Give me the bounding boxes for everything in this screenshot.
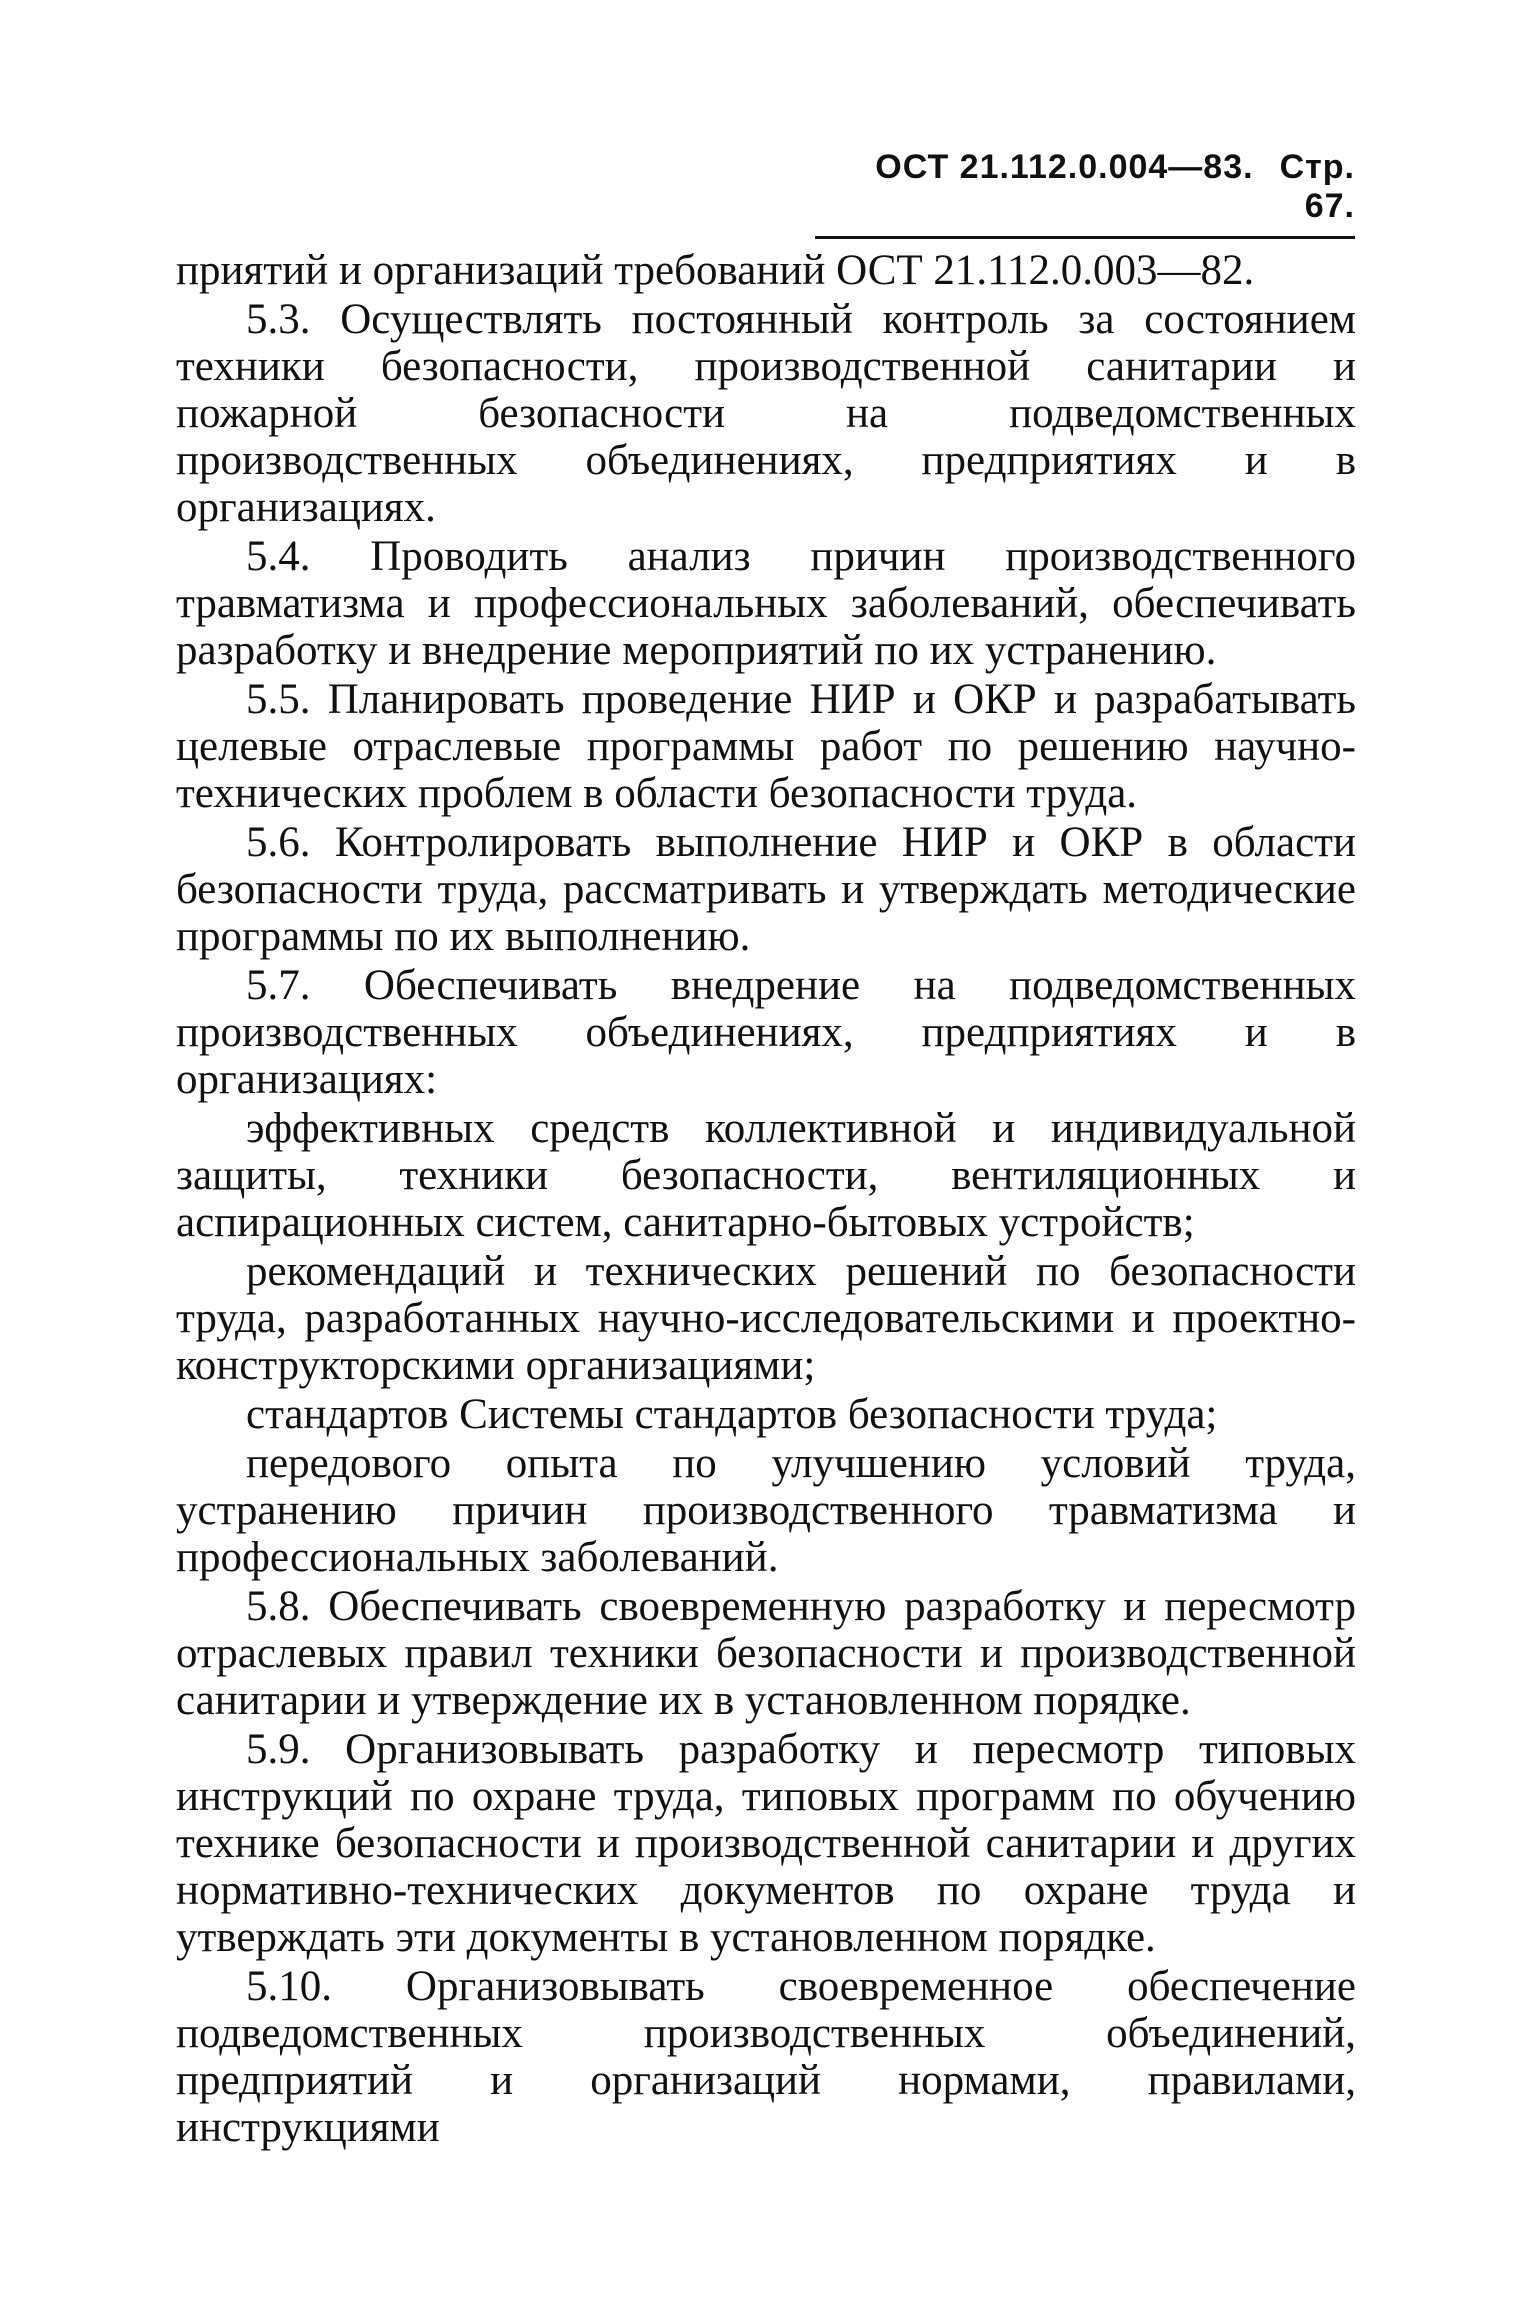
document-body xyxy=(176,247,1356,2153)
page-header xyxy=(815,148,1355,239)
paragraph-continuation: приятий и организаций требований ОСТ 21.112.0.003—82. xyxy=(176,247,1255,294)
paragraph-5-6: 5.6. Контролировать выполнение НИР и ОКР в области безопасности труда, рассматривать и утверждать методические программы по их выполнению. xyxy=(176,819,1356,960)
paragraph-5-9: 5.9. Организовывать разработку и пересмотр типовых инструкций по охране труда, типовых программ по обучению технике безопасности и производственной санитарии и других нормативно-технических документов по охране труда и утверждать эти документы в установленном порядке. xyxy=(176,1726,1356,1961)
paragraph-5-5: 5.5. Планировать проведение НИР и ОКР и разрабатывать целевые отраслевые программы работ по решению научно-технических проблем в области безопасности труда. xyxy=(176,676,1356,817)
list-item-experience: передового опыта по улучшению условий труда, устранению причин производственного травматизма и профессиональных заболеваний. xyxy=(176,1440,1356,1581)
paragraph-5-8: 5.8. Обеспечивать своевременную разработку и пересмотр отраслевых правил техники безопасности и производственной санитарии и утверждение их в установленном порядке. xyxy=(176,1583,1356,1724)
page-number: Стр. 67. xyxy=(1279,148,1355,225)
list-item-standards: стандартов Системы стандартов безопасности труда; xyxy=(246,1391,1218,1438)
paragraph-5-10: 5.10. Организовывать своевременное обеспечение подведомственных производственных объединений, предприятий и организаций нормами, правилами, инструкциями xyxy=(176,1963,1356,2151)
paragraph-5-7: 5.7. Обеспечивать внедрение на подведомственных производственных объединениях, предприятиях и в организациях: xyxy=(176,962,1356,1103)
standard-number: ОСТ 21.112.0.004—83. xyxy=(875,148,1254,186)
list-item-recommendations: рекомендаций и технических решений по безопасности труда, разработанных научно-исследовательскими и проектно-конструкторскими организациями; xyxy=(176,1248,1356,1389)
paragraph-5-3: 5.3. Осуществлять постоянный контроль за состоянием техники безопасности, производственной санитарии и пожарной безопасности на подведомственных производственных объединениях, предприятиях и в организациях. xyxy=(176,296,1356,531)
paragraph-5-4: 5.4. Проводить анализ причин производственного травматизма и профессиональных заболеваний, обеспечивать разработку и внедрение мероприятий по их устранению. xyxy=(176,533,1356,674)
list-item-protection: эффективных средств коллективной и индивидуальной защиты, техники безопасности, вентиляционных и аспирационных систем, санитарно-бытовых устройств; xyxy=(176,1105,1356,1246)
